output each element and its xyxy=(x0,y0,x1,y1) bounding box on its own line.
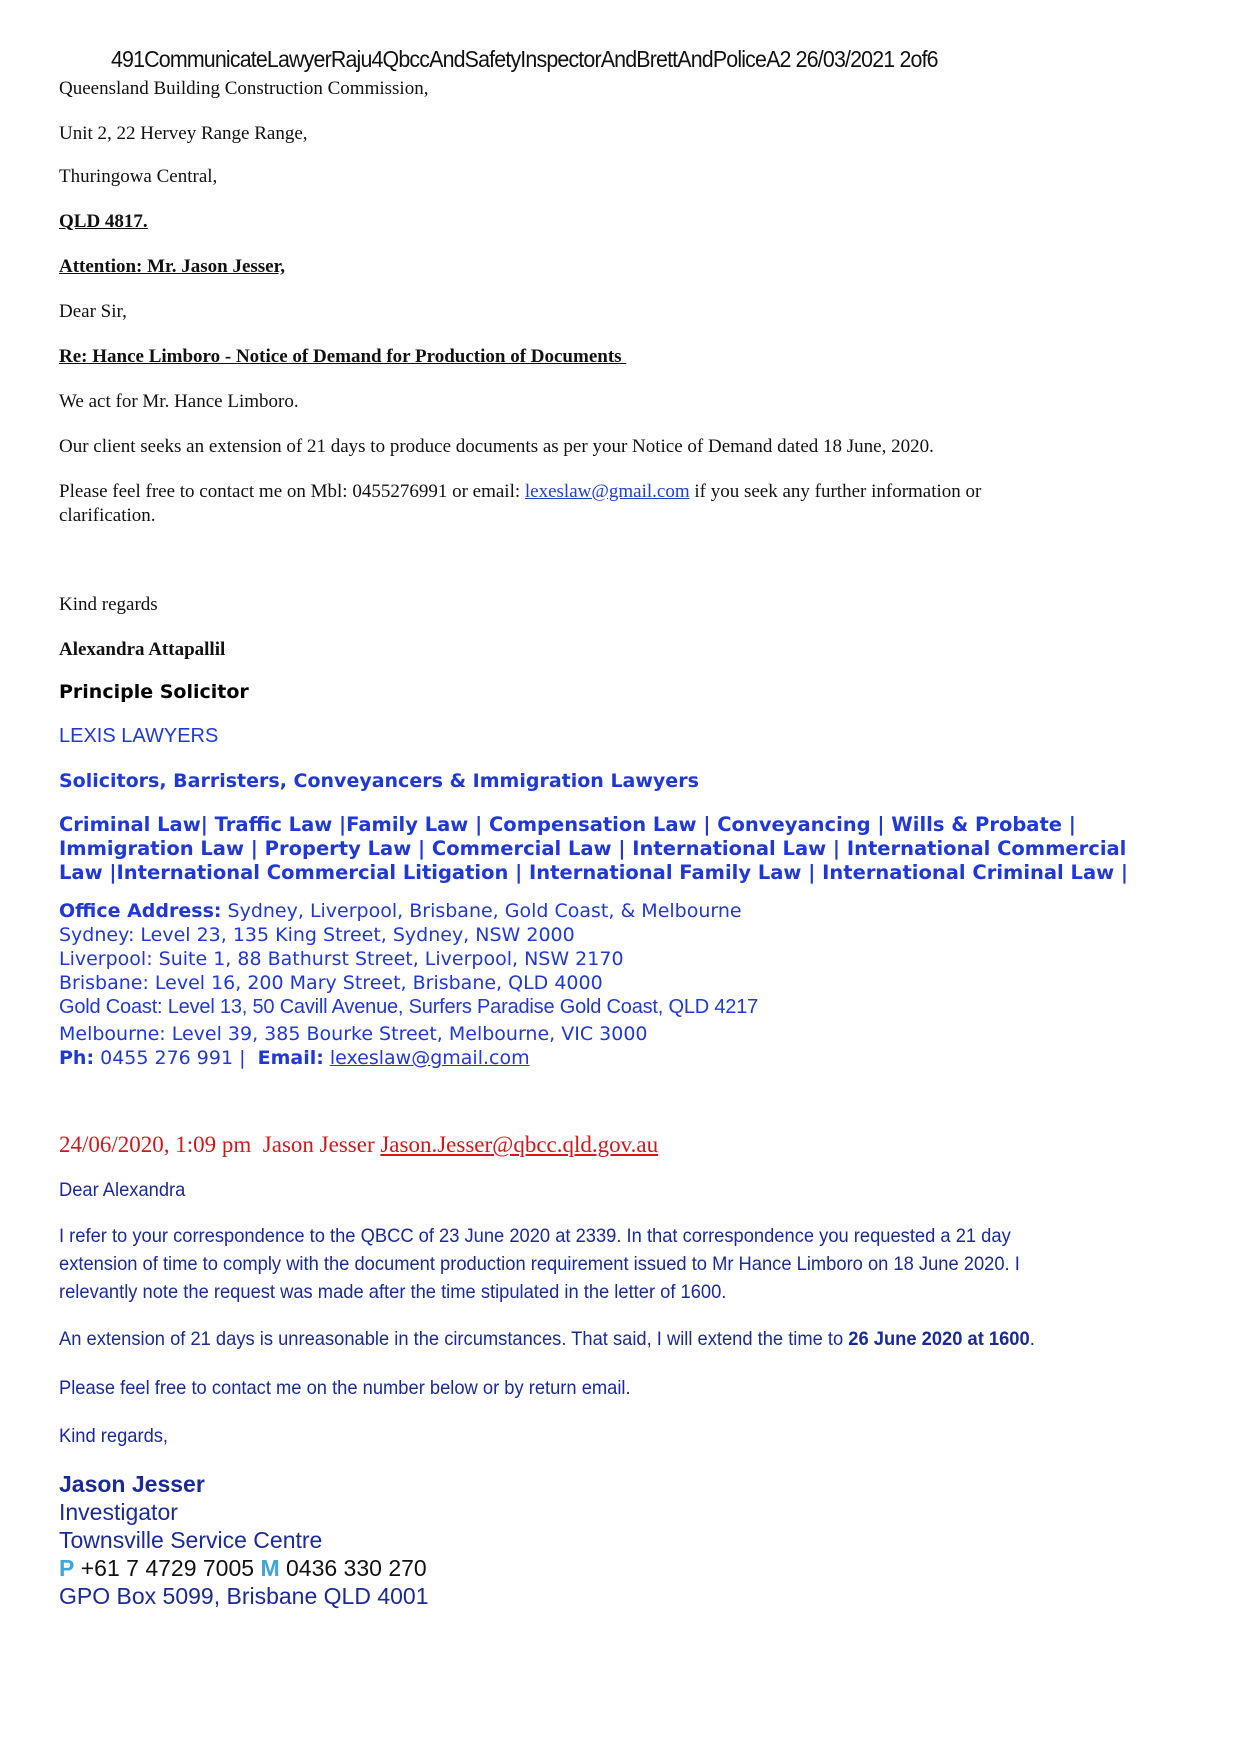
office-summary xyxy=(59,899,758,923)
investigator-postal: GPO Box 5099, Brisbane QLD 4001 xyxy=(59,1583,429,1609)
recipient-postcode: QLD 4817. xyxy=(59,211,148,232)
signer-title: Principle Solicitor xyxy=(59,681,249,703)
reply-salutation: Dear Alexandra xyxy=(59,1179,186,1201)
reply-para-3: Please feel free to contact me on the number below or by return email. xyxy=(59,1377,631,1399)
firm-name: LEXIS LAWYERS xyxy=(59,725,219,747)
office-cities: Sydney, Liverpool, Brisbane, Gold Coast, & Melbourne xyxy=(221,900,742,922)
page-header: 491CommunicateLawyerRaju4QbccAndSafetyInspectorAndBrettAndPoliceA2 26/03/2021 2of6 xyxy=(111,46,938,72)
recipient-org: Queensland Building Construction Commission, xyxy=(59,78,429,99)
office-melbourne: Melbourne: Level 39, 385 Bourke Street, Melbourne, VIC 3000 xyxy=(59,1023,648,1045)
office-brisbane: Brisbane: Level 16, 200 Mary Street, Brisbane, QLD 4000 xyxy=(59,972,603,994)
office-label: Office Address: xyxy=(59,900,222,922)
para-3-text-after: if you seek any further information or xyxy=(689,481,982,502)
reply-closing: Kind regards, xyxy=(59,1425,169,1447)
reply-para-1-line: relevantly note the request was made after the time stipulated in the letter of 1600. xyxy=(59,1281,727,1303)
letter-para-3 xyxy=(59,481,981,503)
reply-meta-text: 24/06/2020, 1:09 pm Jason Jesser xyxy=(59,1132,381,1157)
reply-para-2 xyxy=(59,1325,1035,1353)
investigator-phones xyxy=(59,1554,429,1582)
phone-label: Ph: xyxy=(59,1047,95,1069)
services-line: Criminal Law| Traffic Law |Family Law | Compensation Law | Conveyancing | Wills & Probate | xyxy=(59,813,1076,836)
phone-p-label: P xyxy=(59,1555,75,1581)
firm-tagline: Solicitors, Barristers, Conveyancers & Immigration Lawyers xyxy=(59,770,699,792)
letter-para-2: Our client seeks an extension of 21 days to produce documents as per your Notice of Demand dated 18 June, 2020. xyxy=(59,436,934,457)
extended-deadline: 26 June 2020 at 1600 xyxy=(848,1328,1030,1350)
investigator-name: Jason Jesser xyxy=(59,1471,205,1497)
investigator-title: Investigator xyxy=(59,1499,178,1525)
recipient-unit: Unit 2, 22 Hervey Range Range, xyxy=(59,123,308,144)
subject-line: Re: Hance Limboro - Notice of Demand for Production of Documents xyxy=(59,346,627,367)
services-line: Law |International Commercial Litigation | International Family Law | International Criminal Law | xyxy=(59,861,1129,884)
investigator-email-link[interactable]: Jason.Jesser@qbcc.qld.gov.au xyxy=(380,1132,659,1157)
reply-para-2-end: . xyxy=(1029,1328,1035,1350)
reply-para-1 xyxy=(59,1222,1020,1306)
firm-email-link[interactable]: lexeslaw@gmail.com xyxy=(329,1047,530,1069)
reply-meta xyxy=(59,1132,658,1158)
office-gold-coast: Gold Coast: Level 13, 50 Cavill Avenue, Surfers Paradise Gold Coast, QLD 4217 xyxy=(59,996,759,1018)
salutation: Dear Sir, xyxy=(59,301,127,322)
reply-para-2-text: An extension of 21 days is unreasonable in the circumstances. That said, I will extend the time to xyxy=(59,1328,849,1350)
investigator-signature xyxy=(59,1470,429,1610)
signer-name: Alexandra Attapallil xyxy=(59,639,226,660)
closing: Kind regards xyxy=(59,594,158,615)
phone-value: 0455 276 991 | xyxy=(94,1047,258,1069)
email-label: Email: xyxy=(257,1047,324,1069)
phone-p-value: +61 7 4729 7005 xyxy=(74,1555,261,1581)
letter-para-1: We act for Mr. Hance Limboro. xyxy=(59,391,299,412)
services-list xyxy=(59,813,1128,885)
services-line: Immigration Law | Property Law | Commercial Law | International Law | International Commercial xyxy=(59,837,1127,860)
phone-m-value: 0436 330 270 xyxy=(279,1555,427,1581)
recipient-suburb: Thuringowa Central, xyxy=(59,166,218,187)
letter-para-3-line-2: clarification. xyxy=(59,505,156,526)
office-liverpool: Liverpool: Suite 1, 88 Bathurst Street, Liverpool, NSW 2170 xyxy=(59,948,624,970)
office-sydney: Sydney: Level 23, 135 King Street, Sydney, NSW 2000 xyxy=(59,924,575,946)
reply-para-1-line: I refer to your correspondence to the QBCC of 23 June 2020 at 2339. In that correspondence you requested a 21 day xyxy=(59,1225,1011,1247)
contact-line xyxy=(59,1046,758,1070)
reply-para-1-line: extension of time to comply with the document production requirement issued to Mr Hance Limboro on 18 June 2020. I xyxy=(59,1253,1020,1275)
phone-m-label: M xyxy=(260,1555,280,1581)
office-address-block xyxy=(59,899,758,1070)
lawyer-email-link[interactable]: lexeslaw@gmail.com xyxy=(524,481,690,502)
para-3-text: Please feel free to contact me on Mbl: 0455276991 or email: xyxy=(59,481,525,502)
attention-line: Attention: Mr. Jason Jesser, xyxy=(59,256,286,277)
investigator-office: Townsville Service Centre xyxy=(59,1527,323,1553)
